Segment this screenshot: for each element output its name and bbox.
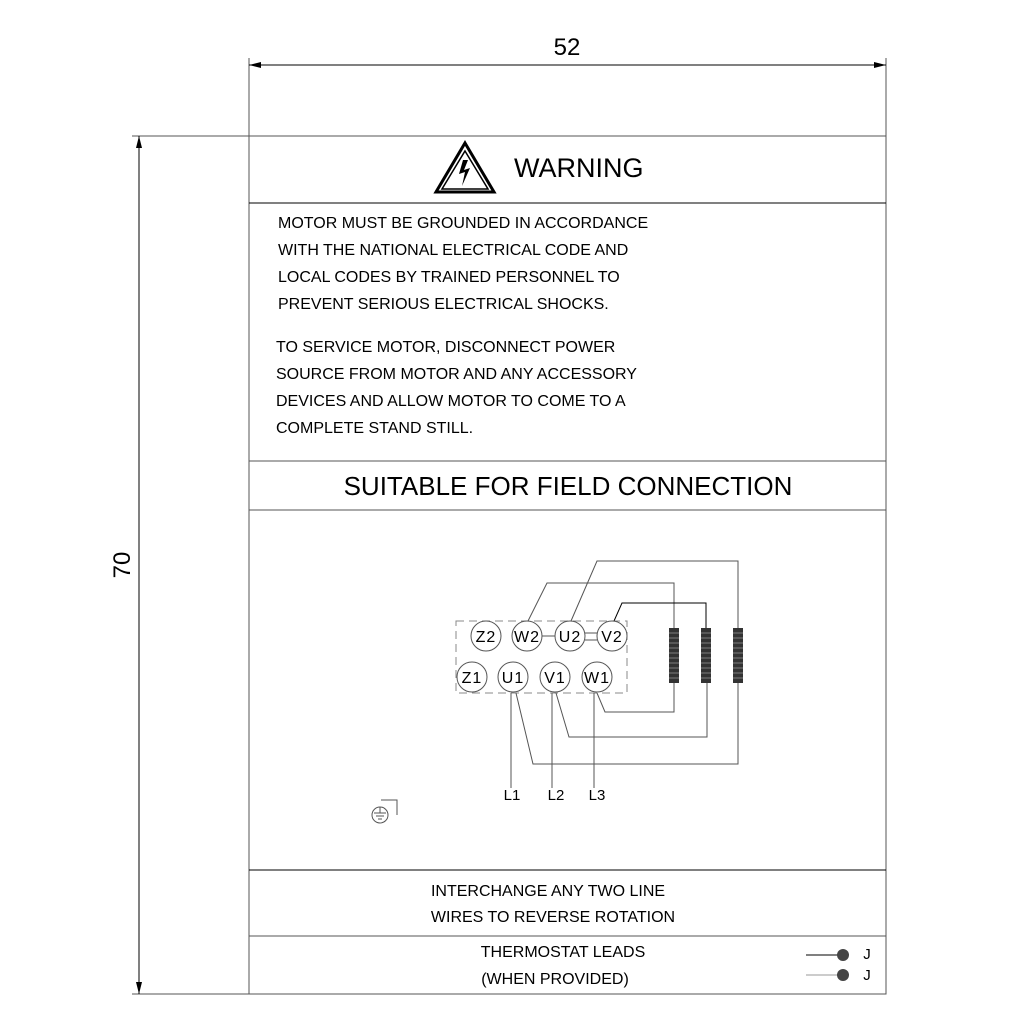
- line-label-l2: L2: [547, 787, 565, 804]
- width-label: 52: [553, 34, 581, 61]
- high-voltage-warning-icon: [436, 143, 494, 192]
- height-label: 70: [109, 551, 136, 579]
- thermostat-leads: [806, 946, 871, 984]
- winding-coil: [733, 628, 743, 683]
- terminal-label: U2: [558, 629, 582, 646]
- terminal-label: Z2: [475, 629, 497, 646]
- winding-coil: [669, 628, 679, 683]
- height-dimension: [109, 136, 249, 994]
- thermostat-note: (WHEN PROVIDED): [481, 971, 629, 988]
- label-frame: [249, 136, 886, 994]
- warning-text-line: WITH THE NATIONAL ELECTRICAL CODE AND: [278, 242, 629, 259]
- terminal-label: W2: [514, 629, 540, 646]
- terminal-label: V2: [601, 629, 623, 646]
- lead-terminal: [837, 969, 849, 981]
- line-label-l1: L1: [503, 787, 521, 804]
- motor-windings: [669, 628, 743, 683]
- service-text-line: DEVICES AND ALLOW MOTOR TO COME TO A: [276, 393, 626, 410]
- line-label-l3: L3: [588, 787, 606, 804]
- wiring-diagram: [456, 561, 743, 804]
- winding-coil: [701, 628, 711, 683]
- thermostat-label: THERMOSTAT LEADS: [480, 944, 646, 961]
- terminal-label: V1: [544, 670, 566, 687]
- ground-icon: [372, 800, 397, 823]
- connection-title: SUITABLE FOR FIELD CONNECTION: [343, 471, 793, 501]
- warning-text-line: LOCAL CODES BY TRAINED PERSONNEL TO: [278, 269, 620, 286]
- rotation-note-line: WIRES TO REVERSE ROTATION: [430, 909, 676, 926]
- service-text-line: SOURCE FROM MOTOR AND ANY ACCESSORY: [276, 366, 637, 383]
- warning-text-line: MOTOR MUST BE GROUNDED IN ACCORDANCE: [278, 215, 649, 232]
- warning-text-line: PREVENT SERIOUS ELECTRICAL SHOCKS.: [278, 296, 609, 313]
- service-text-line: COMPLETE STAND STILL.: [276, 420, 474, 437]
- lead-label: J: [863, 946, 871, 963]
- terminal-label: U1: [501, 670, 525, 687]
- width-dimension: [249, 34, 886, 136]
- terminal-label: W1: [584, 670, 610, 687]
- lead-label: J: [863, 967, 871, 984]
- warning-title: WARNING: [514, 153, 644, 183]
- service-text-line: TO SERVICE MOTOR, DISCONNECT POWER: [276, 339, 616, 356]
- terminal-label: Z1: [461, 670, 483, 687]
- rotation-note-line: INTERCHANGE ANY TWO LINE: [430, 883, 666, 900]
- lead-terminal: [837, 949, 849, 961]
